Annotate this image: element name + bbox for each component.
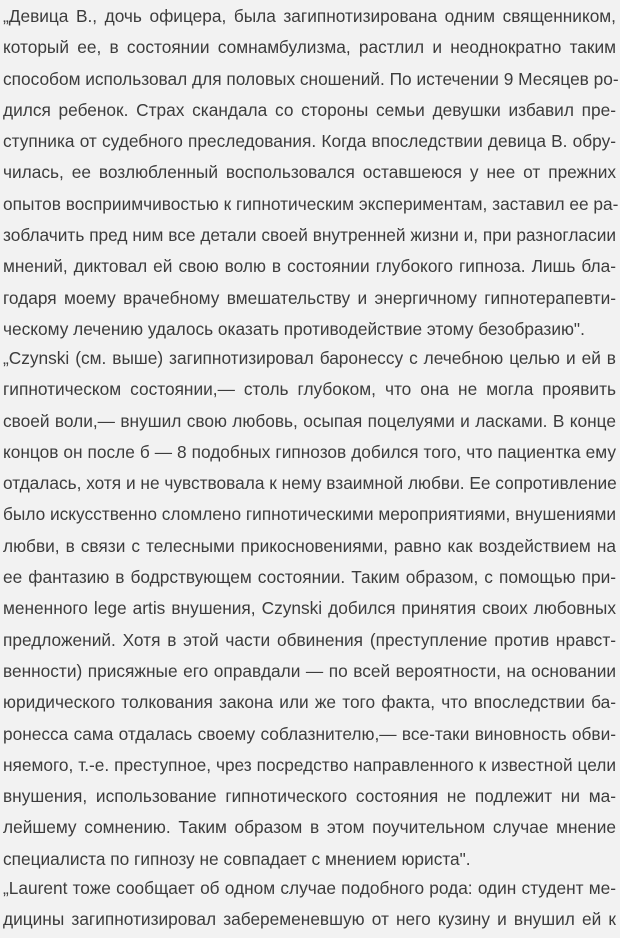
text-line: няемого, т.-е. преступное, чрез посредство направленного к известной цели: [3, 754, 616, 775]
text-line: дился ребенок. Страх скандала со стороны семьи девушки избавил пре-: [3, 99, 616, 120]
text-line: лейшему сомнению. Таким образом в этом поучительном случае мнение: [3, 817, 616, 838]
text-line: предложений. Хотя в этой части обвинения (преступление против нравст-: [3, 629, 616, 650]
paragraph-3: [3, 873, 616, 936]
text-line-last: специалиста по гипнозу не совпадает с мнением юриста".: [3, 848, 471, 869]
text-line: внушения, использование гипнотического состояния не подлежит ни ма-: [3, 786, 616, 807]
text-line: который ее, в состоянии сомнамбулизма, растлил и неоднократно таким: [3, 37, 616, 58]
text-line: годаря моему врачебному вмешательству и энергичному гипнотерапевти-: [3, 287, 616, 308]
text-line: мененного lege artis внушения, Czynski добился принятия своих любовных: [3, 598, 616, 619]
text-line: „Laurent тоже сообщает об одном случае подобного рода: один студент ме-: [3, 878, 616, 898]
text-line: любви, в связи с телесными прикосновениями, равно как воздействием на: [3, 535, 616, 556]
text-line: способом использовал для половых сношений. По истечении 9 Месяцев ро-: [3, 68, 619, 89]
text-line: концов он после б — 8 подобных гипнозов добился того, что пациентка ему: [3, 441, 616, 462]
text-line: „Девица В., дочь офицера, была загипнотизирована одним священником,: [3, 6, 616, 26]
text-line: венности) присяжные его оправдали — по всей вероятности, на основании: [3, 660, 616, 681]
paragraph-1: [3, 1, 619, 345]
text-line: ступника от судебного преследования. Когда впоследствии девица В. обру-: [3, 131, 616, 152]
text-line: чилась, ее возлюбленный воспользовался оставшеюся у нее от прежних: [3, 162, 616, 183]
text-line: зоблачить пред ним все детали своей внутренней жизни и, при разногласии: [3, 225, 616, 246]
text-line: гипнотическом состоянии,— столь глубоком, что она не могла проявить: [3, 379, 616, 400]
text-line: опытов восприимчивостью к гипнотическим экспериментам, заставил ее ра-: [3, 193, 619, 214]
text-line: было искусственно сломлено гипнотическими мероприятиями, внушениями: [3, 504, 617, 525]
text-line: мнений, диктовал ей свою волю в состоянии глубокого гипноза. Лишь бла-: [3, 256, 616, 277]
text-line: своей воли,— внушил свою любовь, осыпая поцелуями и ласками. В конце: [3, 410, 616, 431]
text-line: ее фантазию в бодрствующем состоянии. Таким образом, с помощью при-: [3, 567, 616, 588]
paragraph-2: [3, 343, 616, 875]
text-line-last: ческому лечению удалось оказать противодействие этому безобразию".: [3, 318, 585, 339]
text-line: отдалась, хотя и не чувствовала к нему взаимной любви. Ее сопротивление: [3, 473, 617, 494]
text-line: дицины загипнотизировал забеременевшую от него кузину и внушил ей к: [3, 909, 616, 930]
text-line: юридического толкования закона или же того факта, что впоследствии ба-: [3, 692, 616, 713]
text-line: „Czynski (см. выше) загипнотизировал баронессу с лечебною целью и ей в: [3, 348, 616, 368]
text-line: ронесса сама отдалась своему соблазнителю,— все-таки виновность обви-: [3, 723, 616, 744]
